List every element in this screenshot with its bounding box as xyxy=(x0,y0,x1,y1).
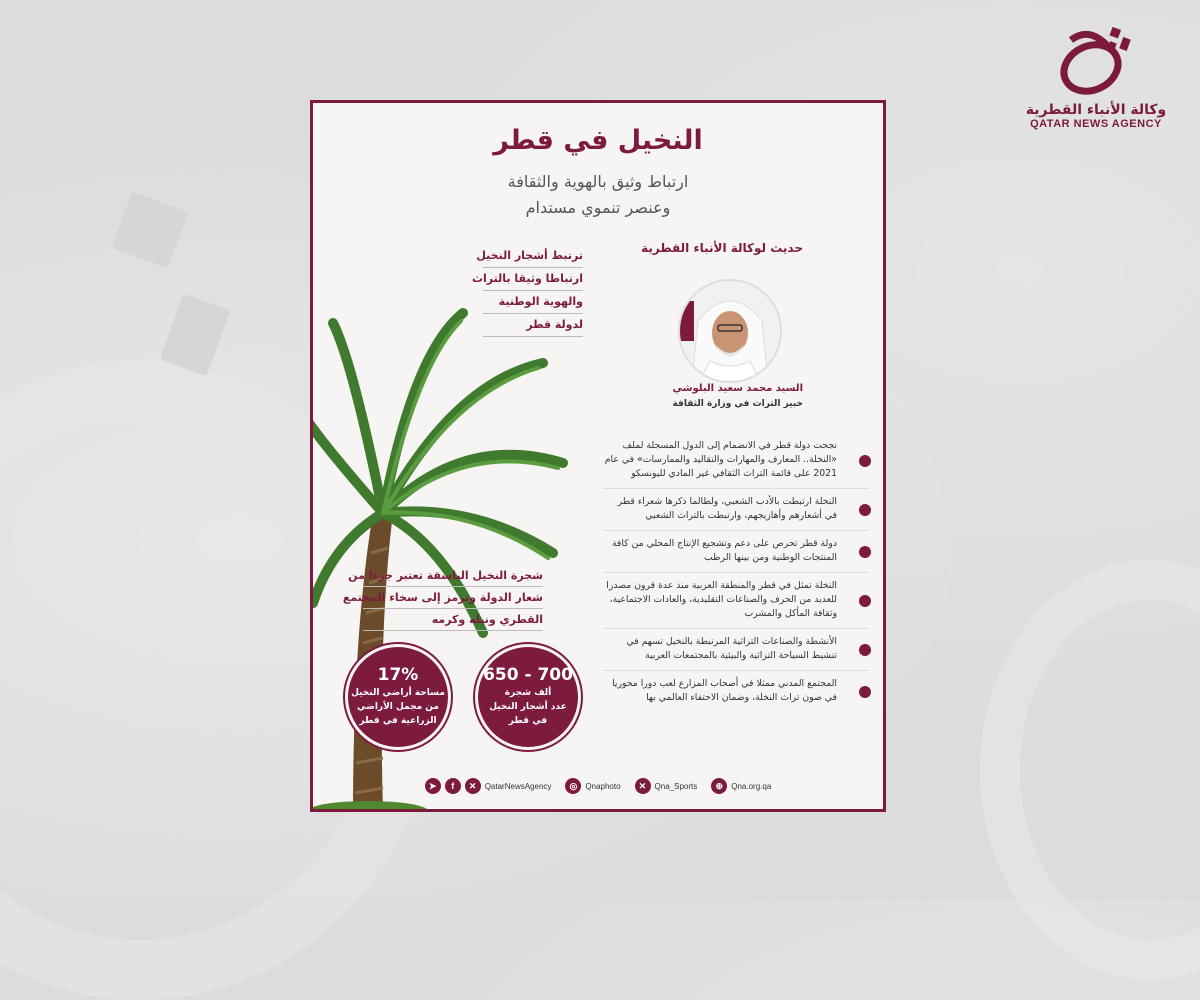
bullet-dot-icon xyxy=(859,644,871,656)
point-text: دولة قطر تحرص على دعم وتشجيع الإنتاج المحلي من كافة المنتجات الوطنية ومن بينها الرطب xyxy=(611,538,837,563)
list-item xyxy=(603,433,869,489)
stat-label: مساحة أراضي النخيل xyxy=(351,688,445,698)
intro-line: والهوية الوطنية xyxy=(483,291,583,314)
stat-label: من مجمل الأراضي xyxy=(357,702,439,712)
bullet-dot-icon xyxy=(859,504,871,516)
qna-logo-icon xyxy=(1051,20,1141,100)
stat-value: 17% xyxy=(377,665,419,685)
symbol-line: القطري ونبله وكرمه xyxy=(363,609,543,631)
bullet-dot-icon xyxy=(859,546,871,558)
list-item xyxy=(603,671,869,712)
social-sports[interactable] xyxy=(635,778,698,794)
person-name: السيد محمد سعيد البلوشي xyxy=(672,383,803,394)
infographic-card xyxy=(310,100,886,812)
stat-tree-count xyxy=(478,647,578,747)
photo-handle[interactable]: Qnaphoto xyxy=(585,781,621,791)
social-website[interactable] xyxy=(711,778,771,794)
logo-english-name: QATAR NEWS AGENCY xyxy=(1030,118,1162,130)
point-text: المجتمع المدني ممثلا في أصحاب المزارع لعب دورا محوريا في صون تراث النخلة، وضمان الاحتفاء العالمي بها xyxy=(612,678,837,703)
person-role: خبير التراث في وزارة الثقافة xyxy=(672,399,803,409)
social-photo[interactable] xyxy=(565,778,620,794)
social-agency[interactable] xyxy=(425,778,552,794)
point-text: النخلة تمثل في قطر والمنطقة العربية منذ عدة قرون مصدرا للعديد من الحرف والصناعات التقليدية، والعادات الاجتماعية، وثقافة المأكل والمشرب xyxy=(606,580,837,619)
social-footer xyxy=(313,771,883,801)
bullet-dot-icon xyxy=(859,455,871,467)
stat-label: الزراعية في قطر xyxy=(359,716,437,726)
website-link[interactable]: Qna.org.qa xyxy=(731,781,772,791)
stat-label: في قطر xyxy=(508,716,548,726)
background-logo-shape xyxy=(980,560,1200,980)
globe-icon[interactable]: ⊕ xyxy=(711,778,727,794)
point-text: النخلة ارتبطت بالأدب الشعبي، ولطالما ذكرها شعراء قطر في أشعارهم وأهازيجهم، وارتبطت بالتراث الشعبي xyxy=(617,496,837,521)
symbol-text-block xyxy=(342,565,543,631)
symbol-line: شعار الدولة وترمز إلى سخاء المجتمع xyxy=(363,587,543,609)
person-portrait-icon xyxy=(680,281,780,381)
list-item xyxy=(603,489,869,531)
intro-line: لدولة قطر xyxy=(483,314,583,337)
agency-handle[interactable]: QatarNewsAgency xyxy=(484,781,552,791)
stat-label: عدد أشجار النخيل xyxy=(489,702,567,712)
stat-land-share xyxy=(348,647,448,747)
bullet-dot-icon xyxy=(859,686,871,698)
bullet-dot-icon xyxy=(859,595,871,607)
subtitle-line: وعنصر تنموي مستدام xyxy=(525,198,671,217)
list-item xyxy=(603,629,869,671)
logo-arabic-name: وكالة الأنباء القطرية xyxy=(1025,102,1167,118)
key-points-list xyxy=(603,433,869,712)
interview-heading: حديث لوكالة الأنباء القطرية xyxy=(641,241,803,255)
avatar xyxy=(678,279,782,383)
stat-value: 650 - 700 xyxy=(483,665,573,685)
x-icon[interactable]: ✕ xyxy=(465,778,481,794)
sports-handle[interactable]: Qna_Sports xyxy=(654,781,698,791)
x-icon[interactable]: ✕ xyxy=(635,778,651,794)
telegram-icon[interactable]: ➤ xyxy=(425,778,441,794)
point-text: نجحت دولة قطر في الانضمام إلى الدول المسجلة لملف «النخلة.. المعارف والمهارات والتقاليد والممارسات» في عام 2021 على قائمة التراث الثقافي غير المادي لليونسكو xyxy=(604,440,837,479)
agency-logo xyxy=(1006,20,1186,130)
stat-label: ألف شجرة xyxy=(504,688,552,698)
intro-text-block xyxy=(471,245,583,337)
point-text: الأنشطة والصناعات التراثية المرتبطة بالنخيل تسهم في تنشيط السياحة التراثية والبيئية بالمجتمعات العربية xyxy=(626,636,837,661)
intro-line: ارتباطا وثيقا بالتراث xyxy=(483,268,583,291)
subtitle-line: ارتباط وثيق بالهوية والثقافة xyxy=(507,172,689,191)
background-square-shape xyxy=(112,192,189,269)
instagram-icon[interactable]: ◎ xyxy=(565,778,581,794)
page-title: النخيل في قطر xyxy=(493,125,703,156)
list-item xyxy=(603,531,869,573)
symbol-line: شجرة النخيل الباسقة تعتبر جزءا من xyxy=(363,565,543,587)
list-item xyxy=(603,573,869,629)
facebook-icon[interactable]: f xyxy=(445,778,461,794)
intro-line: ترتبط أشجار النخيل xyxy=(483,245,583,268)
